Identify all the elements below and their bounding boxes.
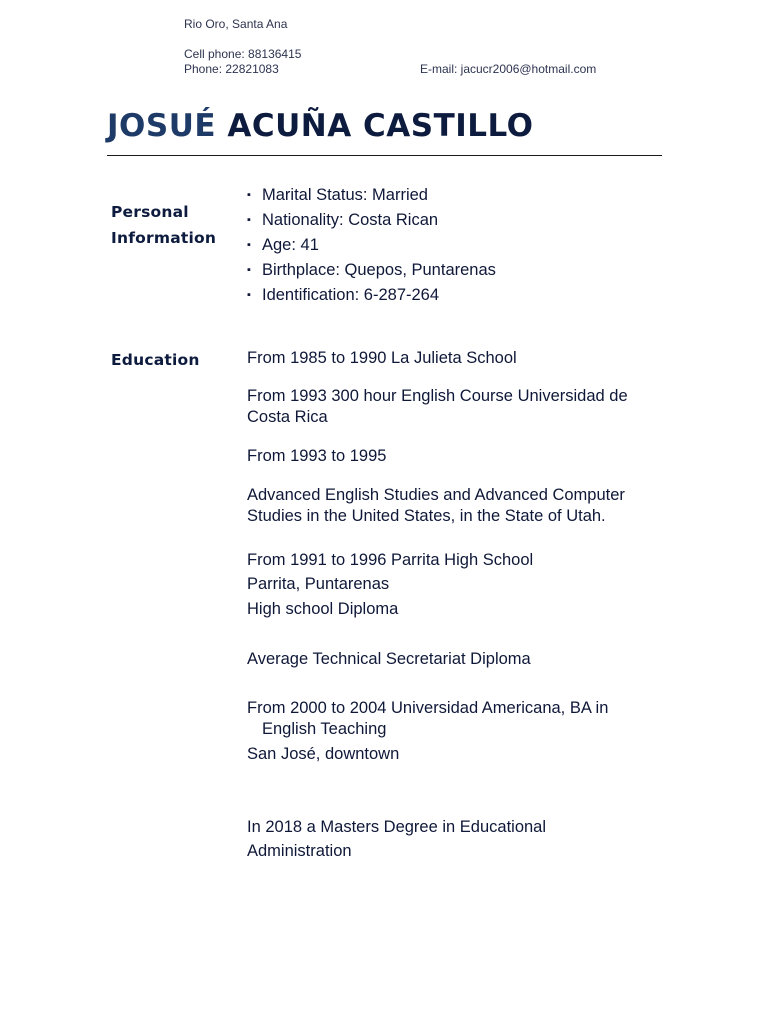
- education-entry-detail: San José, downtown: [247, 745, 400, 763]
- education-entry: Advanced English Studies and Advanced Computer: [247, 486, 625, 504]
- bullet-icon: ▪: [247, 264, 251, 276]
- phone-text: Phone: 22821083: [184, 62, 279, 76]
- education-entry: From 1991 to 1996 Parrita High School: [247, 551, 534, 569]
- birthplace: Birthplace: Quepos, Puntarenas: [262, 261, 496, 279]
- identification: Identification: 6-287-264: [262, 286, 440, 304]
- heading-line: Personal: [111, 203, 189, 221]
- list-item: [247, 233, 496, 258]
- education-entry-detail: Parrita, Puntarenas: [247, 575, 390, 593]
- education-entry: In 2018 a Masters Degree in Educational: [247, 818, 547, 836]
- email-text: E-mail: jacucr2006@hotmail.com: [420, 62, 597, 76]
- bullet-icon: ▪: [247, 239, 251, 251]
- age: Age: 41: [262, 236, 319, 254]
- bullet-icon: ▪: [247, 214, 251, 226]
- marital-status: Marital Status: Married: [262, 186, 428, 204]
- list-item: [247, 183, 496, 208]
- education-entry: From 1993 300 hour English Course Universidad de: [247, 387, 628, 405]
- education-entry: Average Technical Secretariat Diploma: [247, 650, 531, 668]
- list-item: [247, 283, 496, 308]
- nationality: Nationality: Costa Rican: [262, 211, 439, 229]
- personal-information-list: [247, 183, 496, 308]
- education-entry-continued: Studies in the United States, in the State of Utah.: [247, 507, 606, 525]
- education-entry: From 2000 to 2004 Universidad Americana, BA in: [247, 699, 609, 717]
- education-entry-continued: Administration: [247, 842, 352, 860]
- candidate-name: [107, 104, 534, 148]
- list-item: [247, 258, 496, 283]
- education-entry-continued: Costa Rica: [247, 408, 328, 426]
- education-entry-continued: English Teaching: [262, 720, 387, 738]
- bullet-icon: ▪: [247, 189, 251, 201]
- bullet-icon: ▪: [247, 289, 251, 301]
- education-entry: From 1993 to 1995: [247, 447, 387, 465]
- personal-information-heading: [111, 199, 241, 251]
- education-heading: Education: [111, 351, 200, 369]
- last-name: ACUÑA CASTILLO: [227, 108, 534, 144]
- heading-line: Information: [111, 229, 217, 247]
- education-entry: From 1985 to 1990 La Julieta School: [247, 349, 517, 367]
- address-text: Rio Oro, Santa Ana: [184, 17, 288, 31]
- cell-phone-text: Cell phone: 88136415: [184, 47, 302, 61]
- header-divider: [107, 155, 662, 156]
- education-entry-detail: High school Diploma: [247, 600, 399, 618]
- list-item: [247, 208, 496, 233]
- first-name: JOSUÉ: [107, 108, 217, 144]
